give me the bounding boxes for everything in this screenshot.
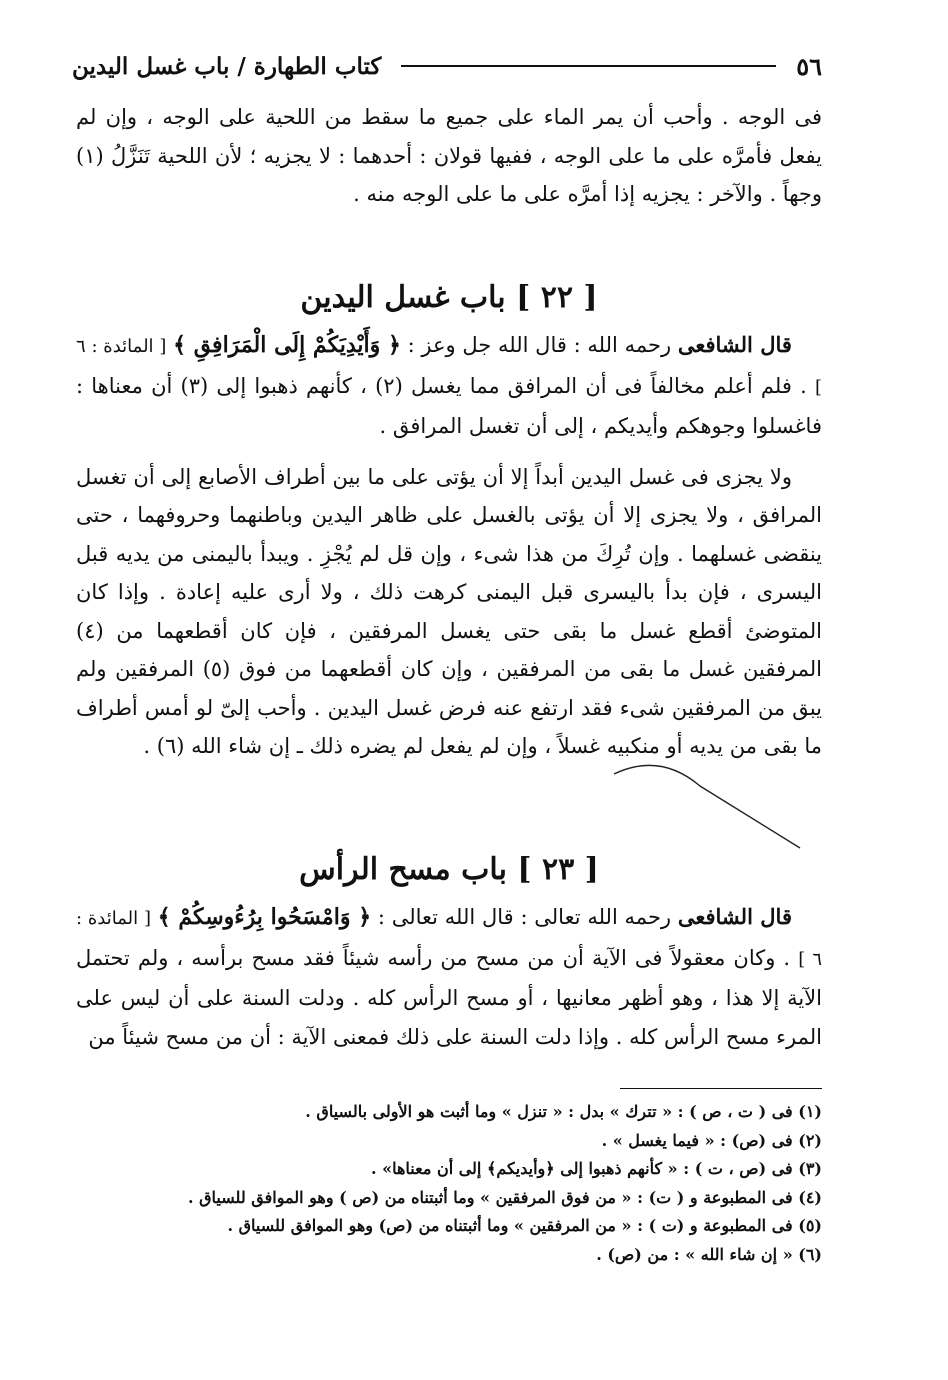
paragraph-rest: . فلم أعلم مخالفاً فى أن المرافق مما يغسل (٢) ، كأنهم ذهبوا إلى (٣) أن معناها : فاغسلوا وجوهكم وأيديكم ، إلى أن تغسل المرافق .: [76, 373, 822, 438]
intro-text: فى الوجه . وأحب أن يمر الماء على جميع ما سقط من اللحية على الوجه ، وإن لم يفعل فأمرَّه على ما على الوجه ، ففيها قولان : أحدهما : لا يجزيه ؛ لأن اللحية تَنَزَّلُ (١) وجهاً . والآخر : يجزيه إذا أمرَّه على ما على الوجه منه .: [76, 105, 822, 206]
footnote-divider: [620, 1088, 822, 1089]
page-number: ٥٦: [796, 51, 822, 81]
footnotes: [76, 1098, 822, 1269]
footnote-item: (٤) فى المطبوعة و ( ت) : « من فوق المرفقين » وما أثبتناه من (ص ) وهو الموافق للسياق .: [188, 1187, 822, 1207]
footnote-item: (٣) فى (ص ، ت ) : « كأنهم ذهبوا إلى ﴿وأيديكم﴾ إلى أن معناها» .: [370, 1159, 822, 1178]
speaker-name: قال الشافعى: [677, 332, 792, 357]
intro-paragraph: [76, 98, 822, 214]
speaker-name: قال الشافعى: [677, 904, 792, 929]
verse-reference: [ المائدة : ٦ ]: [76, 908, 823, 970]
running-title: كتاب الطهارة / باب غسل اليدين: [72, 52, 382, 80]
section-23-body: [76, 898, 822, 1056]
speaker-lead: رحمه الله تعالى : قال الله تعالى :: [377, 905, 672, 929]
pen-stroke: [614, 765, 800, 848]
header-rule: [401, 65, 776, 67]
page-header: [72, 46, 822, 86]
paragraph-rest: . وكان معقولاً فى الآية أن من مسح من رأسه شيئاً فقد مسح برأسه ، ولم تحتمل الآية إلا هذا ، وهو أظهر معانيها ، أو مسح الرأس كله . ودلت السنة على أن ليس على المرء مسح الرأس كله . وإذا دلت السنة على ذلك فمعنى الآية : أن من مسح شيئاً من: [76, 945, 822, 1049]
speaker-lead: رحمه الله : قال الله جل وعز :: [407, 333, 672, 357]
footnote-item: (٥) فى المطبوعة و (ت ) : « من المرفقين » وما أثبتناه من (ص) وهو الموافق للسياق .: [227, 1216, 822, 1235]
verse-reference: [ المائدة : ٦ ]: [76, 336, 822, 398]
section-23-paragraph-1: [76, 898, 822, 1056]
section-22-heading: [ ٢٢ ] باب غسل اليدين: [300, 280, 598, 315]
section-23-heading: [ ٢٣ ] باب مسح الرأس: [299, 852, 599, 887]
footnote-item: (٢) فى (ص) : « فيما يغسل » .: [601, 1130, 822, 1150]
section-22-body: [76, 326, 822, 766]
quran-verse: ﴿ وَامْسَحُوا بِرُءُوسِكُمْ ﴾: [157, 904, 372, 930]
footnote-item: (٦) « إن شاء الله » : من (ص) .: [596, 1244, 822, 1264]
footnote-item: (١) فى ( ت ، ص ) : « تترك » بدل : « تنزل » وما أثبت هو الأولى بالسياق .: [305, 1102, 822, 1121]
section-22-paragraph-1: [76, 326, 822, 446]
quran-verse: ﴿ وَأَيْدِيَكُمْ إِلَى الْمَرَافِقِ ﴾: [173, 332, 401, 358]
section-22-paragraph-2: ولا يجزى فى غسل اليدين أبداً إلا أن يؤتى على ما بين أطراف الأصابع إلى أن تغسل المرافق ، ولا يجزى إلا أن يؤتى بالغسل على ظاهر اليدين وباطنهما وحروفهما ، حتى ينقضى غسلهما . وإن تُرِكَ من هذا شىء ، وإن قل لم يُجْزِ . ويبدأ باليمنى من يديه قبل اليسرى ، فإن بدأ باليسرى قبل اليمنى كرهت ذلك ، ولا أرى عليه إعادة . وإذا كان المتوضئ أقطع غسل ما بقى حتى يغسل المرفقين ، فإن كان أقطعهما من (٤) المرفقين غسل ما بقى من المرفقين ، وإن كان أقطعهما من فوق (٥) المرفقين ولم يبق من المرفقين شىء فقد ارتفع عنه فرض غسل اليدين . وأحب إلىّ لو أمس أطراف ما بقى من يديه أو منكبيه غسلاً ، وإن لم يفعل لم يضره ذلك ـ إن شاء الله (٦) .: [76, 464, 822, 758]
